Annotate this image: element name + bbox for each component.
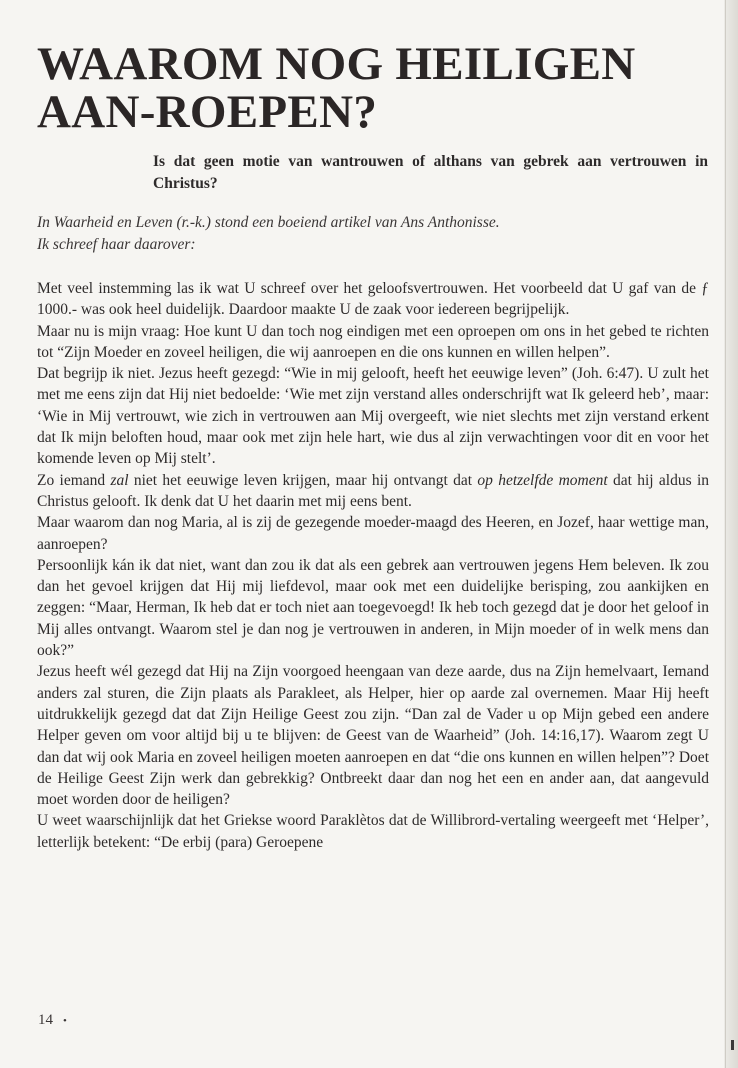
article-body (37, 278, 709, 853)
page-fold-line (725, 0, 726, 1068)
bullet-icon: • (63, 1015, 67, 1027)
paragraph: Met veel instemming las ik wat U schreef over het geloofsvertrouwen. Het voorbeeld dat U gaf van de ƒ 1000.- was ook heel duidelijk. Daardoor maakte U de zaak voor iedereen begrijpelijk. (37, 280, 709, 319)
article-subtitle: Is dat geen motie van wantrouwen of althans van gebrek aan vertrouwen in Christus? (153, 153, 708, 192)
paragraph: Dat begrijp ik niet. Jezus heeft gezegd: “Wie in mij gelooft, heeft het eeuwige leven” (Joh. 6:47). U zult het met me eens zijn dat Hij niet bedoelde: ‘Wie met zijn verstand alles onderschrijft wat Ik geleerd heb’, maar: ‘Wie in Mij vertrouwt, wie zich in vertrouwen aan Mij overgeeft, wie niet slechts met zijn verstand erkent dat Ik mijn beloften houd, maar ook met zijn hele hart, wie dus al zijn verwachtingen voor dit en voor het komende leven op Mij stelt’. (37, 365, 709, 468)
intro-line: Ik schreef haar daarover: (37, 235, 196, 253)
paragraph: Maar nu is mijn vraag: Hoe kunt U dan toch nog eindigen met een oproepen om ons in het gebed te richten tot “Zijn Moeder en zoveel heiligen, die wij aanroepen en die ons kunnen en willen helpen”. (37, 322, 709, 361)
emphasis: zal (110, 471, 129, 489)
article-intro (37, 212, 709, 255)
paragraph-text: niet het eeuwige leven krijgen, maar hij ontvangt dat (128, 471, 478, 489)
intro-line: In Waarheid en Leven (r.-k.) stond een boeiend artikel van Ans Anthonisse. (37, 214, 500, 231)
paragraph: Maar waarom dan nog Maria, al is zij de gezegende moeder-maagd des Heeren, en Jozef, haar wettige man, aanroepen? (37, 514, 709, 553)
page-edge (724, 0, 738, 1068)
page-number (38, 1012, 67, 1029)
page-number-value: 14 (38, 1012, 53, 1028)
paragraph: Persoonlijk kán ik dat niet, want dan zou ik dat als een gebrek aan vertrouwen jegens Hem beleven. Ik zou dan het gevoel krijgen dat Hij mij liefdevol, maar ook met een duidelijke berisping, zou aankijken en zeggen: “Maar, Herman, Ik heb dat er toch niet aan toegevoegd! Ik heb toch gezegd dat je door het geloof in Mij alles ontvangt. Waarom stel je dan nog je vertrouwen in anderen, in Mijn moeder of in welk mens dan ook?” (37, 556, 709, 660)
edge-mark (731, 1040, 734, 1050)
paragraph: U weet waarschijnlijk dat het Griekse woord Paraklètos dat de Willibrord-vertaling weergeeft met ‘Helper’, letterlijk betekent: “De erbij (para) Geroepene (37, 812, 709, 851)
paragraph-text: dat hij aldus in Christus gelooft. Ik denk dat U het daarin met mij eens bent. (37, 471, 709, 510)
paragraph-text: Zo iemand (37, 471, 111, 489)
paragraph: Jezus heeft wél gezegd dat Hij na Zijn voorgoed heengaan van deze aarde, dus na Zijn hemelvaart, Iemand anders zal sturen, die Zijn plaats als Parakleet, als Helper, hier op aarde zal overnemen. Maar Hij heeft uitdrukkelijk gezegd dat dat Zijn Heilige Geest zou zijn. “Dan zal de Vader u op Mijn gebed een andere Helper geven om voor altijd bij u te blijven: de Geest van de Waarheid” (Joh. 14:16,17). Waarom zegt U dan dat wij ook Maria en zoveel heiligen moeten aanroepen en dat “die ons kunnen en willen helpen”? Doet de Heilige Geest Zijn werk dan gebrekkig? Ontbreekt daar dan nog het een en ander aan, dat aangevuld moet worden door de heiligen? (37, 663, 709, 809)
article-title: WAAROM NOG HEILIGEN AAN-ROEPEN? (37, 38, 636, 138)
paragraph (37, 470, 709, 513)
emphasis: op hetzelfde moment (477, 471, 608, 489)
